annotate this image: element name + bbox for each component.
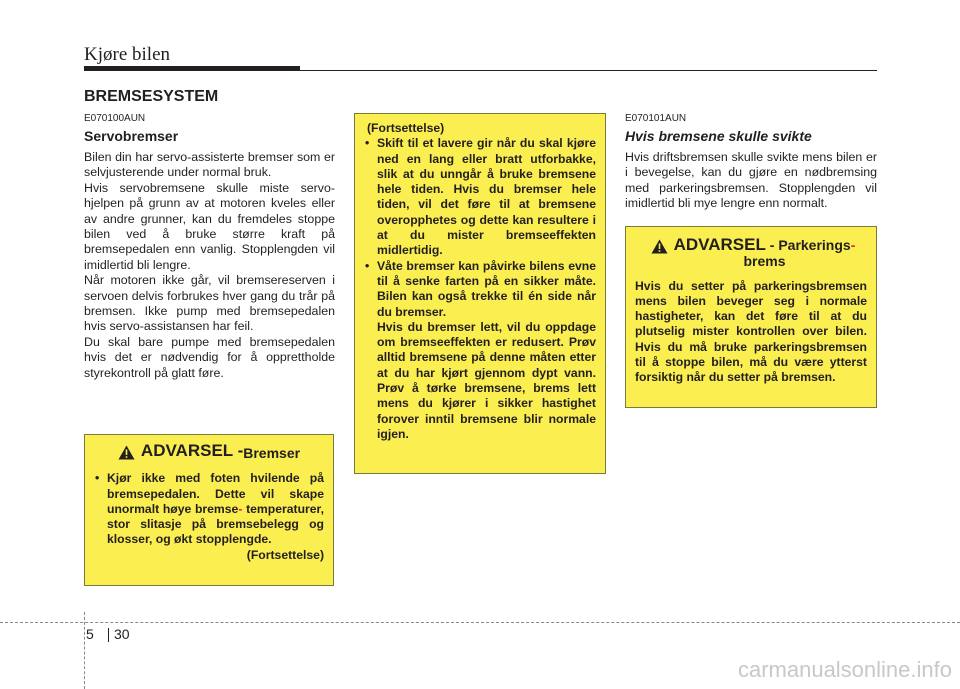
continued-label: (Fortsettelse) bbox=[246, 547, 324, 562]
section-heading: Hvis bremsene skulle svikte bbox=[625, 128, 812, 144]
page-number-separator bbox=[108, 628, 109, 642]
warning-title: ADVARSEL - Parkerings- brems bbox=[635, 237, 867, 271]
warning-body: Hvis du setter på parkeringsbremsen mens bilen beveger seg i normale hastigheter, kan det føre til at du plutselig mister kontrollen over bilen. Hvis du må bruke parkeringsbremsen til å stoppe bilen, må du være ytterst forsiktig når du setter på bremsen. bbox=[635, 278, 867, 385]
paragraph: Hvis servobremsene skulle miste servo-hjelpen på grunn av at motoren kveles eller av andre grunner, kan du fremdeles stoppe bilen ved å bruke større kraft på bremsepedalen enn vanlig. Stopplengden vil imidlertid bli lengre. bbox=[84, 180, 335, 272]
page-number: 30 bbox=[114, 626, 130, 642]
warning-extra-text: Hvis du bremser lett, vil du oppdage om bremseeffekten er redusert. Prøv alltid bremsene på denne måten etter at du har kjørt gjennom dypt vann. Prøv å tørke bremsene, brems lett mens du kjører i sikker hastighet forover inntil bremsene blir normale igjen. bbox=[377, 319, 596, 441]
page-header-title: Kjøre bilen bbox=[84, 44, 171, 65]
list-item: • Skift til et lavere gir når du skal kjøre ned en lang eller bratt utforbakke, slik at du unngår å bruke bremsene hele tiden. Hvis du bremser hele tiden, vil det føre til at bremsene overopphetes og dette kan resultere i at du mister bremseeffekten midlertidig. bbox=[364, 136, 596, 258]
section-title: BREMSESYSTEM bbox=[84, 88, 219, 105]
warning-box-parking-brake bbox=[625, 226, 877, 408]
warning-triangle-icon bbox=[118, 445, 135, 464]
footer-rule-vertical bbox=[84, 612, 85, 689]
list-item: • Kjør ikke med foten hvilende på bremsepedalen. Dette vil skape unormalt høye bremse- temperaturer, stor slitasje på bremsebelegg og klosser, og økt stopplengde. bbox=[94, 471, 324, 547]
column-brake-failure bbox=[625, 113, 877, 212]
header-rule bbox=[300, 70, 877, 71]
warning-list bbox=[94, 471, 324, 547]
list-item: • Våte bremser kan påvirke bilens evne til å senke farten på en sikker måte. Bilen kan også trekke til én side når du bremser. bbox=[364, 259, 596, 320]
paragraph: Når motoren ikke går, vil bremsereserven i servoen delvis forbrukes hver gang du trår på bremsen. Ikke pump med bremsepedalen hvis servo-assistansen har feil. bbox=[84, 273, 335, 334]
footer-rule bbox=[0, 622, 960, 623]
chapter-number: 5 bbox=[86, 626, 94, 642]
warning-box-brakes bbox=[84, 434, 334, 586]
warning-triangle-icon bbox=[651, 239, 668, 258]
warning-title: ADVARSEL - Bremser bbox=[94, 443, 324, 464]
paragraph: Bilen din har servo-assisterte bremser som er selvjusterende under normal bruk. bbox=[84, 150, 335, 180]
section-code: E070101AUN bbox=[625, 113, 687, 124]
warning-box-continued bbox=[354, 113, 606, 474]
paragraph: Hvis driftsbremsen skulle svikte mens bilen er i bevegelse, kan du gjøre en nødbremsing med parkeringsbremsen. Stopplengden vil imidlertid bli mye lengre enn normalt. bbox=[625, 150, 877, 211]
section-code: E070100AUN bbox=[84, 113, 146, 124]
header-bar bbox=[84, 66, 300, 71]
section-heading: Servobremser bbox=[84, 128, 179, 144]
warning-list bbox=[364, 136, 596, 320]
watermark: carmanualsonline.info bbox=[737, 657, 952, 682]
continued-label: (Fortsettelse) bbox=[367, 121, 445, 135]
column-servobremser bbox=[84, 113, 335, 381]
paragraph: Du skal bare pumpe med bremsepedalen hvis det er nødvendig for å opprettholde styrekontroll på glatt føre. bbox=[84, 334, 335, 380]
